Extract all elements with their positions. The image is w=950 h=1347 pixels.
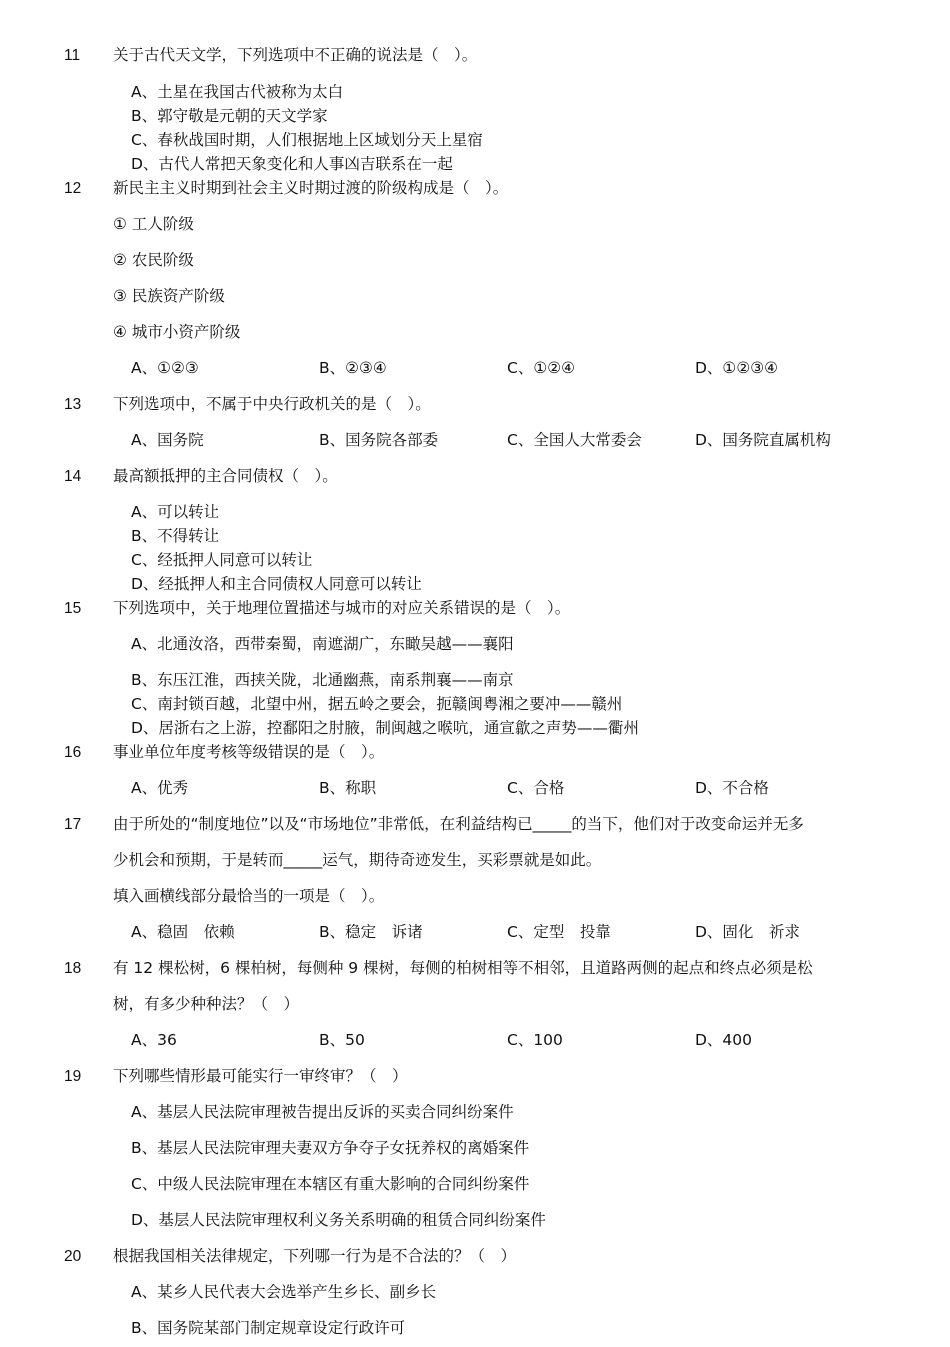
option-d: D、固化 祈求	[695, 923, 800, 941]
question-number: 13	[64, 396, 82, 413]
option-d: D、居浙右之上游，控鄱阳之肘腋，制闽越之喉吭，通宣歙之声势——衢州	[131, 719, 639, 737]
option-c: C、①②④	[507, 359, 576, 377]
option-b: B、基层人民法院审理夫妻双方争夺子女抚养权的离婚案件	[131, 1139, 530, 1157]
question-number: 12	[64, 180, 82, 197]
question-stem-line-2: 少机会和预期，于是转而_____运气，期待奇迹发生，买彩票就是如此。	[113, 851, 602, 869]
option-b: B、称职	[319, 779, 377, 797]
statement-4: ④ 城市小资产阶级	[113, 323, 241, 341]
question-stem: 下列选项中，不属于中央行政机关的是（ ）。	[113, 395, 431, 413]
option-b: B、东压江淮，西挟关陇，北通幽燕，南系荆襄——南京	[131, 671, 514, 689]
question-stem: 新民主主义时期到社会主义时期过渡的阶级构成是（ ）。	[113, 179, 509, 197]
question-stem-line-1: 有 12 棵松树，6 棵柏树，每侧种 9 棵树，每侧的柏树相等不相邻，且道路两侧的起点和终点必须是松	[113, 959, 813, 977]
statement-2: ② 农民阶级	[113, 251, 194, 269]
option-d: D、400	[695, 1031, 753, 1049]
question-number: 16	[64, 744, 82, 761]
option-a: A、优秀	[131, 779, 189, 797]
option-b: B、50	[319, 1031, 365, 1049]
question-number: 11	[64, 47, 81, 64]
option-c: C、经抵押人同意可以转让	[131, 551, 313, 569]
question-number: 18	[64, 960, 82, 977]
option-b: B、国务院某部门制定规章设定行政许可	[131, 1319, 406, 1337]
option-d: D、①②③④	[695, 359, 779, 377]
statement-1: ① 工人阶级	[113, 215, 194, 233]
option-b: B、稳定 诉诸	[319, 923, 423, 941]
option-c: C、春秋战国时期，人们根据地上区域划分天上星宿	[131, 131, 483, 149]
option-a: A、基层人民法院审理被告提出反诉的买卖合同纠纷案件	[131, 1103, 514, 1121]
question-number: 19	[64, 1068, 82, 1085]
option-c: C、全国人大常委会	[507, 431, 642, 449]
option-c: C、合格	[507, 779, 565, 797]
question-stem: 下列选项中，关于地理位置描述与城市的对应关系错误的是（ ）。	[113, 599, 571, 617]
question-stem: 根据我国相关法律规定，下列哪一行为是不合法的？（ ）	[113, 1247, 517, 1265]
option-a: A、土星在我国古代被称为太白	[131, 83, 344, 101]
question-stem: 最高额抵押的主合同债权（ ）。	[113, 467, 338, 485]
option-c: C、定型 投靠	[507, 923, 611, 941]
option-b: B、②③④	[319, 359, 387, 377]
question-stem-line-1: 由于所处的“制度地位”以及“市场地位”非常低，在利益结构已_____的当下，他们对于改变命运并无多	[113, 815, 804, 833]
question-stem: 关于古代天文学，下列选项中不正确的说法是（ ）。	[113, 46, 478, 64]
option-b: B、不得转让	[131, 527, 220, 545]
question-stem: 事业单位年度考核等级错误的是（ ）。	[113, 743, 385, 761]
question-number: 20	[64, 1248, 82, 1265]
option-a: A、某乡人民代表大会选举产生乡长、副乡长	[131, 1283, 437, 1301]
question-prompt: 填入画横线部分最恰当的一项是（ ）。	[113, 887, 385, 905]
option-c: C、南封锁百越，北望中州，据五岭之要会，扼赣闽粤湘之要冲——赣州	[131, 695, 623, 713]
option-c: C、中级人民法院审理在本辖区有重大影响的合同纠纷案件	[131, 1175, 530, 1193]
question-number: 14	[64, 468, 82, 485]
option-c: C、100	[507, 1031, 563, 1049]
option-d: D、基层人民法院审理权利义务关系明确的租赁合同纠纷案件	[131, 1211, 546, 1229]
question-number: 17	[64, 816, 82, 833]
option-a: A、北通汝洛，西带秦蜀，南遮湖广，东瞰吴越——襄阳	[131, 635, 514, 653]
option-d: D、不合格	[695, 779, 769, 797]
option-a: A、①②③	[131, 359, 199, 377]
option-d: D、古代人常把天象变化和人事凶吉联系在一起	[131, 155, 453, 173]
option-a: A、可以转让	[131, 503, 220, 521]
option-a: A、国务院	[131, 431, 204, 449]
option-b: B、国务院各部委	[319, 431, 439, 449]
option-a: A、稳固 依赖	[131, 923, 235, 941]
option-d: D、国务院直属机构	[695, 431, 831, 449]
question-stem-line-2: 树，有多少种种法？（ ）	[113, 995, 300, 1013]
question-stem: 下列哪些情形最可能实行一审终审？（ ）	[113, 1067, 408, 1085]
statement-3: ③ 民族资产阶级	[113, 287, 225, 305]
question-number: 15	[64, 600, 82, 617]
option-d: D、经抵押人和主合同债权人同意可以转让	[131, 575, 422, 593]
option-a: A、36	[131, 1031, 177, 1049]
option-b: B、郭守敬是元朝的天文学家	[131, 107, 328, 125]
